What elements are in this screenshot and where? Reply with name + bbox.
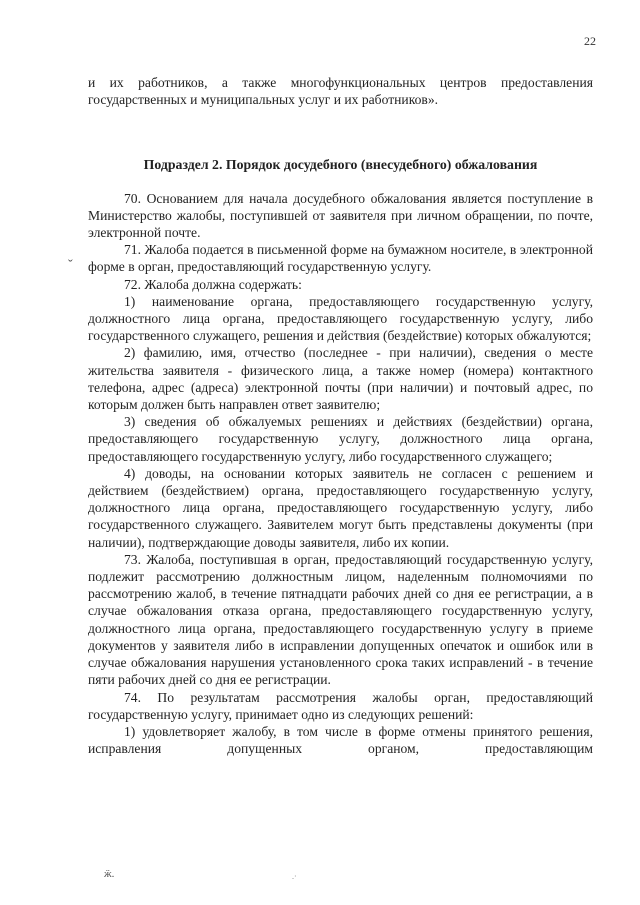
decision-item-1: 1) удовлетворяет жалобу, в том числе в форме отмены принятого решения, исправления допущенных органом, предоставляющим <box>88 723 593 757</box>
list-item-2: 2) фамилию, имя, отчество (последнее - при наличии), сведения о месте жительства заявителя - физического лица, а также номер (номера) контактного телефона, адрес (адреса) электронной почты (при наличии) и почтовый адрес, по которым должен быть направлен ответ заявителю; <box>88 345 593 413</box>
margin-mark: ˇ <box>68 258 73 273</box>
page-number: 22 <box>584 34 596 48</box>
paragraph-70: 70. Основанием для начала досудебного обжалования является поступление в Министерство жалобы, поступившей от заявителя при личном обращении, по почте, электронной почте. <box>88 190 593 241</box>
paragraph-74: 74. По результатам рассмотрения жалобы орган, предоставляющий государственную услугу, принимает одно из следующих решений: <box>88 689 593 722</box>
paragraph-73: 73. Жалоба, поступившая в орган, предоставляющий государственную услугу, подлежит рассмотрению должностным лицом, наделенным полномочиями по рассмотрению жалоб, в течение пятнадцати рабочих дней со дня ее регистрации, а в случае обжалования отказа органа, предоставляющего государственную услугу, должностного лица органа, предоставляющего государственную услугу в приеме документов у заявителя либо в исправлении допущенных опечаток и ошибок или в случае обжалования нарушения установленного срока таких исправлений - в течение пяти рабочих дней со дня ее регистрации. <box>88 551 593 688</box>
intro-paragraph: и их работников, а также многофункциональных центров предоставления государственных и муниципальных услуг и их работников». <box>88 75 593 108</box>
section-heading: Подраздел 2. Порядок досудебного (внесудебного) обжалования <box>143 157 538 173</box>
list-item-4: 4) доводы, на основании которых заявитель не согласен с решением и действием (бездействием) органа, предоставляющего государственную услугу, должностного лица органа, предоставляющего государственную услугу, либо государственного служащего. Заявителем могут быть представлены документы (при наличии), подтверждающие доводы заявителя, либо их копии. <box>88 465 593 550</box>
footer-mark-left: ӝ. <box>104 868 115 880</box>
paragraph-71: 71. Жалоба подается в письменной форме на бумажном носителе, в электронной форме в орган, предоставляющий государственную услугу. <box>88 242 593 275</box>
paragraph-72: 72. Жалоба должна содержать: <box>124 276 302 292</box>
list-item-1: 1) наименование органа, предоставляющего государственную услугу, должностного лица органа, предоставляющего государственную услугу, либо государственного служащего, решения и действия (бездействие) которых обжалуются; <box>88 293 593 344</box>
list-item-3: 3) сведения об обжалуемых решениях и действиях (бездействии) органа, предоставляющего государственную услугу, должностного лица органа, предоставляющего государственную услугу, либо государственного служащего; <box>88 414 593 464</box>
footer-mark-right: .· <box>292 872 297 881</box>
document-body <box>88 74 593 757</box>
